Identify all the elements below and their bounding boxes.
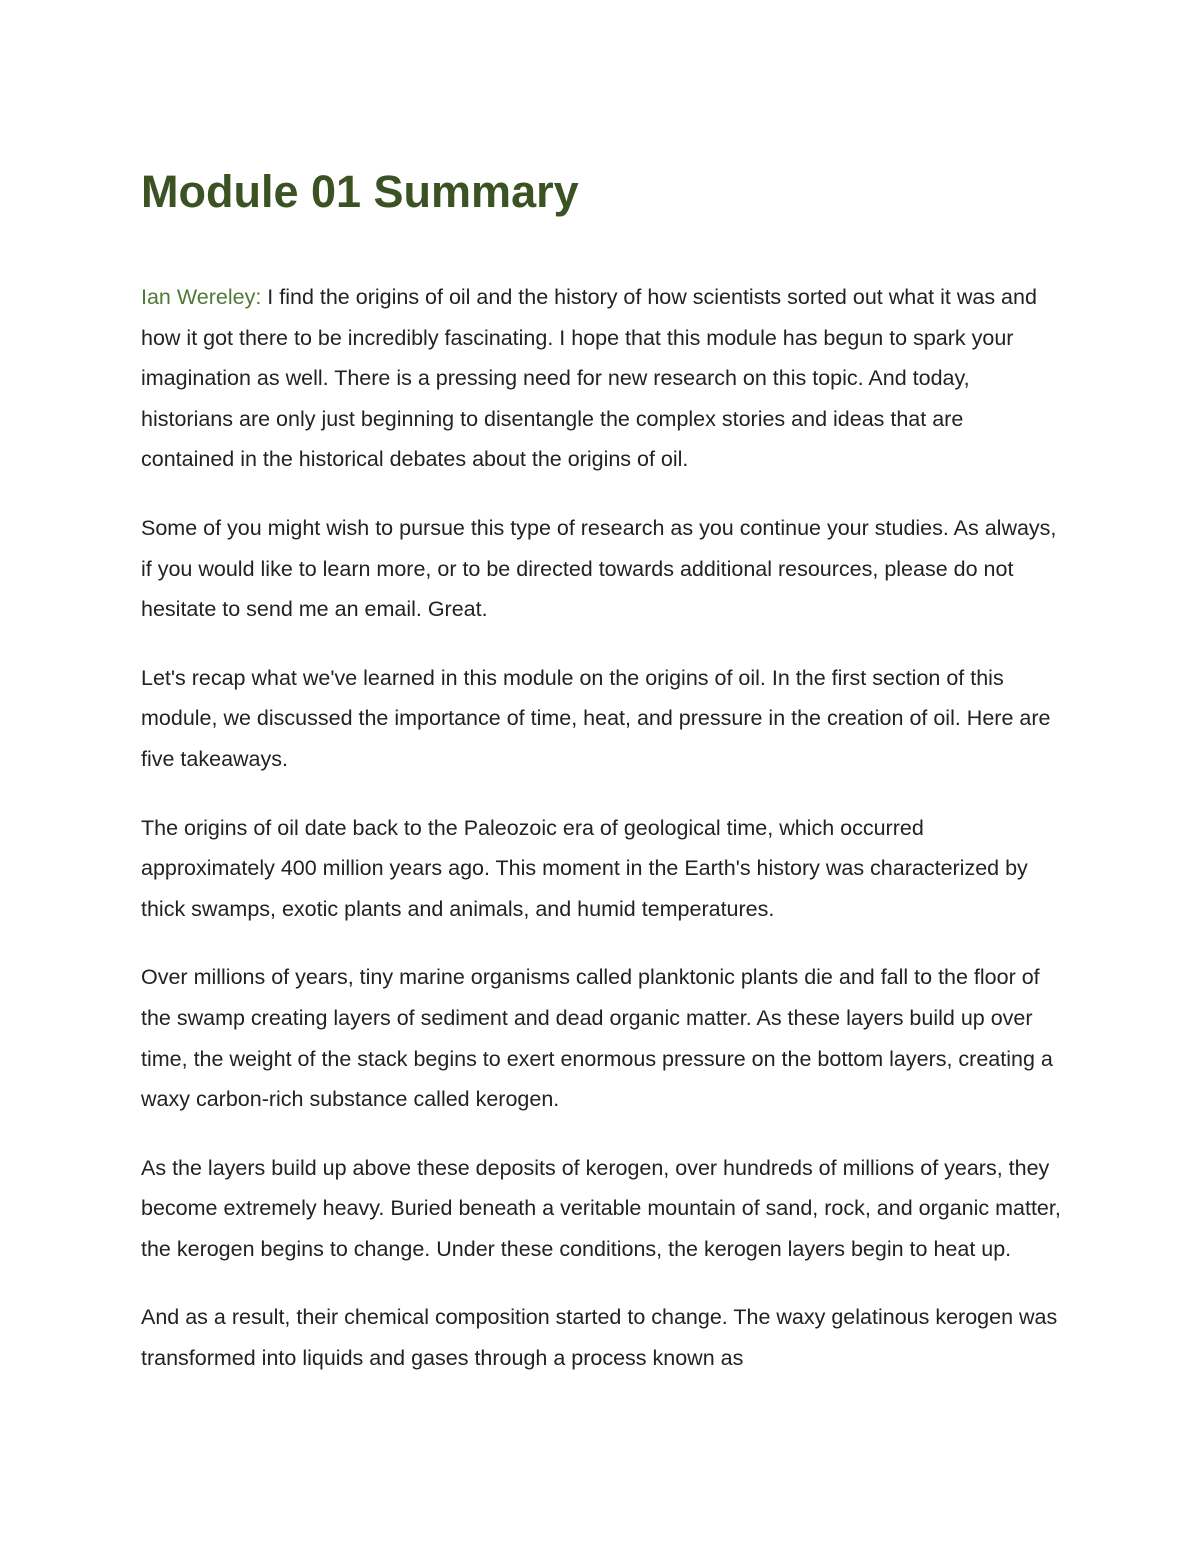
speaker-name: Ian Wereley: (141, 285, 262, 309)
paragraph: And as a result, their chemical composition started to change. The waxy gelatinous kerogen was transformed into liquids and gases through a process known as (141, 1305, 1058, 1371)
paragraph: Some of you might wish to pursue this type of research as you continue your studies. As always, if you would like to learn more, or to be directed towards additional resources, please do not hesitate to send me an email. Great. (141, 515, 1057, 622)
document-page (141, 160, 1061, 1379)
paragraph-intro-text: I find the origins of oil and the history of how scientists sorted out what it was and how it got there to be incredibly fascinating. I hope that this module has begun to spark your imagination as well. There is a pressing need for new research on this topic. And today, historians are only just beginning to disentangle the complex stories and ideas that are contained in the historical debates about the origins of oil. (141, 285, 1037, 472)
paragraph: Over millions of years, tiny marine organisms called planktonic plants die and fall to the floor of the swamp creating layers of sediment and dead organic matter. As these layers build up over time, the weight of the stack begins to exert enormous pressure on the bottom layers, creating a waxy carbon-rich substance called kerogen. (141, 965, 1053, 1112)
paragraph-intro (141, 277, 1061, 480)
paragraph: The origins of oil date back to the Paleozoic era of geological time, which occurred approximately 400 million years ago. This moment in the Earth's history was characterized by thick swamps, exotic plants and animals, and humid temperatures. (141, 815, 1028, 921)
paragraph: As the layers build up above these deposits of kerogen, over hundreds of millions of years, they become extremely heavy. Buried beneath a veritable mountain of sand, rock, and organic matter, the kerogen begins to change. Under these conditions, the kerogen layers begin to heat up. (141, 1155, 1061, 1261)
page-title: Module 01 Summary (141, 166, 579, 217)
paragraph: Let's recap what we've learned in this module on the origins of oil. In the first section of this module, we discussed the importance of time, heat, and pressure in the creation of oil. Here are five takeaways. (141, 665, 1051, 771)
